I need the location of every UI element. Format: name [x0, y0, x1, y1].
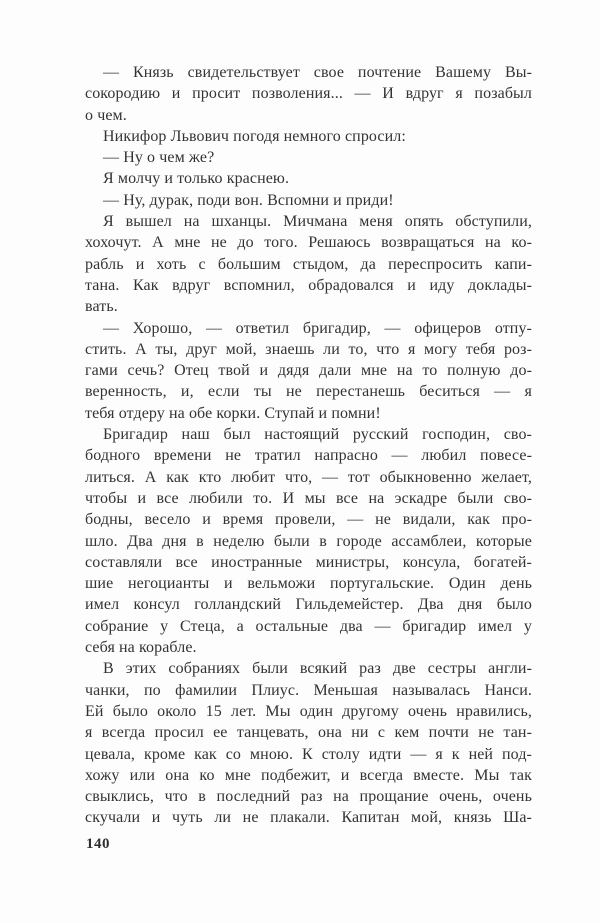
text-line: шло. Два дня в неделю были в городе ассамблеи, которые — [85, 532, 532, 550]
text-line: Я молчу и только краснею. — [103, 170, 290, 188]
text-line: хохочут. А мне не до того. Решаюсь возвращаться на ко- — [85, 234, 532, 252]
text-line: себя на корабле. — [85, 639, 197, 657]
text-block — [85, 62, 532, 829]
text-line: Я вышел на шханцы. Мичмана меня опять обступили, — [103, 213, 532, 231]
text-line: о чем. — [85, 106, 127, 124]
text-line: сокородию и просит позволения... — И вдруг я позабыл — [85, 85, 532, 103]
text-line: — Хорошо, — ответил бригадир, — офицеров отпу- — [103, 319, 532, 337]
text-line: — Ну, дурак, поди вон. Вспомни и приди! — [103, 191, 394, 209]
text-line: тебя отдеру на обе корки. Ступай и помни! — [85, 404, 381, 422]
text-line: — Князь свидетельствует свое почтение Вашему Вы- — [103, 64, 532, 81]
text-line: скучали и чуть ли не плакали. Капитан мой, князь Ша- — [85, 809, 532, 827]
text-line: веренность, и, если ты не перестанешь беситься — я — [85, 383, 532, 401]
text-line: Никифор Львович погодя немного спросил: — [103, 127, 406, 145]
text-line: тана. Как вдруг вспомнил, обрадовался и иду доклады- — [85, 276, 532, 294]
text-line: гами сечь? Отец твой и дядя дали мне на то полную до- — [85, 362, 532, 380]
text-line: бодны, весело и время провели, — не видали, как про- — [85, 511, 532, 529]
text-line: рабль и хоть с большим стыдом, да переспросить капи- — [85, 255, 532, 273]
text-line: В этих собраниях были всякий раз две сестры англи- — [103, 660, 532, 678]
text-line: я всегда просил ее танцевать, она ни с кем почти не тан- — [85, 724, 532, 742]
text-line: Бригадир наш был настоящий русский господин, сво- — [103, 426, 532, 444]
text-line: собрание у Стеца, а остальные два — бригадир имел у — [85, 617, 532, 635]
text-line: стить. А ты, друг мой, знаешь ли то, что я могу тебя роз- — [85, 340, 532, 358]
text-line: бодного времени не тратил напрасно — любил повесе- — [85, 447, 532, 465]
text-line: свыклись, что в последний раз на прощание очень, очень — [85, 788, 532, 806]
text-line: шие негоцианты и вельможи португальские. Один день — [85, 575, 532, 593]
text-line: — Ну о чем же? — [103, 149, 215, 167]
text-line: цевала, кроме как со мною. К столу идти — я к ней под- — [85, 745, 532, 763]
text-line: литься. А как кто любит что, — тот обыкновенно желает, — [85, 468, 532, 486]
text-line: чтобы и все любили то. И мы все на эскадре были сво- — [85, 489, 532, 507]
text-line: Ей было около 15 лет. Мы один другому очень нравились, — [85, 702, 532, 720]
text-line: хожу или она ко мне подбежит, и всегда вместе. Мы так — [85, 766, 532, 784]
text-line: чанки, по фамилии Плиус. Меньшая называлась Нанси. — [85, 681, 532, 699]
text-line: составляли все иностранные министры, консула, богатей- — [85, 553, 532, 571]
page-number: 140 — [86, 836, 110, 852]
text-line: имел консул голландский Гильдемейстер. Два дня было — [85, 596, 532, 614]
text-line: вать. — [85, 298, 118, 316]
